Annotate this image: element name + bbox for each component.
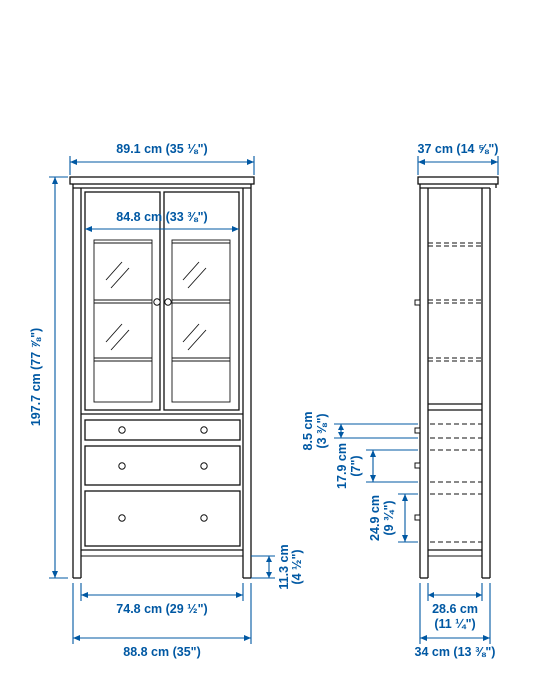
inner-depth-cm-label: 28.6 cm [432,602,478,616]
drawer2-height-in-label: (7") [349,455,363,477]
overall-width-top-label: 89.1 cm (35 ⅛") [116,142,208,156]
drawer1-height-in-label: (3 ⅜") [315,413,329,449]
plinth-height-cm-label: 11.3 cm [277,544,291,590]
plinth-height-in-label: (4 ½") [290,549,304,585]
overall-width-bottom-label: 88.8 cm (35") [123,645,201,659]
overall-height-label: 197.7 cm (77 ⅞") [29,327,43,427]
front-view-cabinet [70,177,254,578]
glass-door-width-label: 84.8 cm (33 ⅜") [116,210,208,224]
overall-depth-top-label: 37 cm (14 ⅝") [417,142,499,156]
side-view-cabinet [415,177,498,578]
overall-depth-bottom-label: 34 cm (13 ⅜") [414,645,496,659]
drawer3-height-cm-label: 24.9 cm [368,495,382,541]
dimension-lines [49,156,498,644]
drawer1-height-cm-label: 8.5 cm [301,411,315,451]
inner-depth-in-label: (11 ¼") [434,617,476,631]
drawer2-height-cm-label: 17.9 cm [335,443,349,489]
drawer3-height-in-label: (9 ¾") [382,500,396,536]
inner-base-width-label: 74.8 cm (29 ½") [116,602,208,616]
